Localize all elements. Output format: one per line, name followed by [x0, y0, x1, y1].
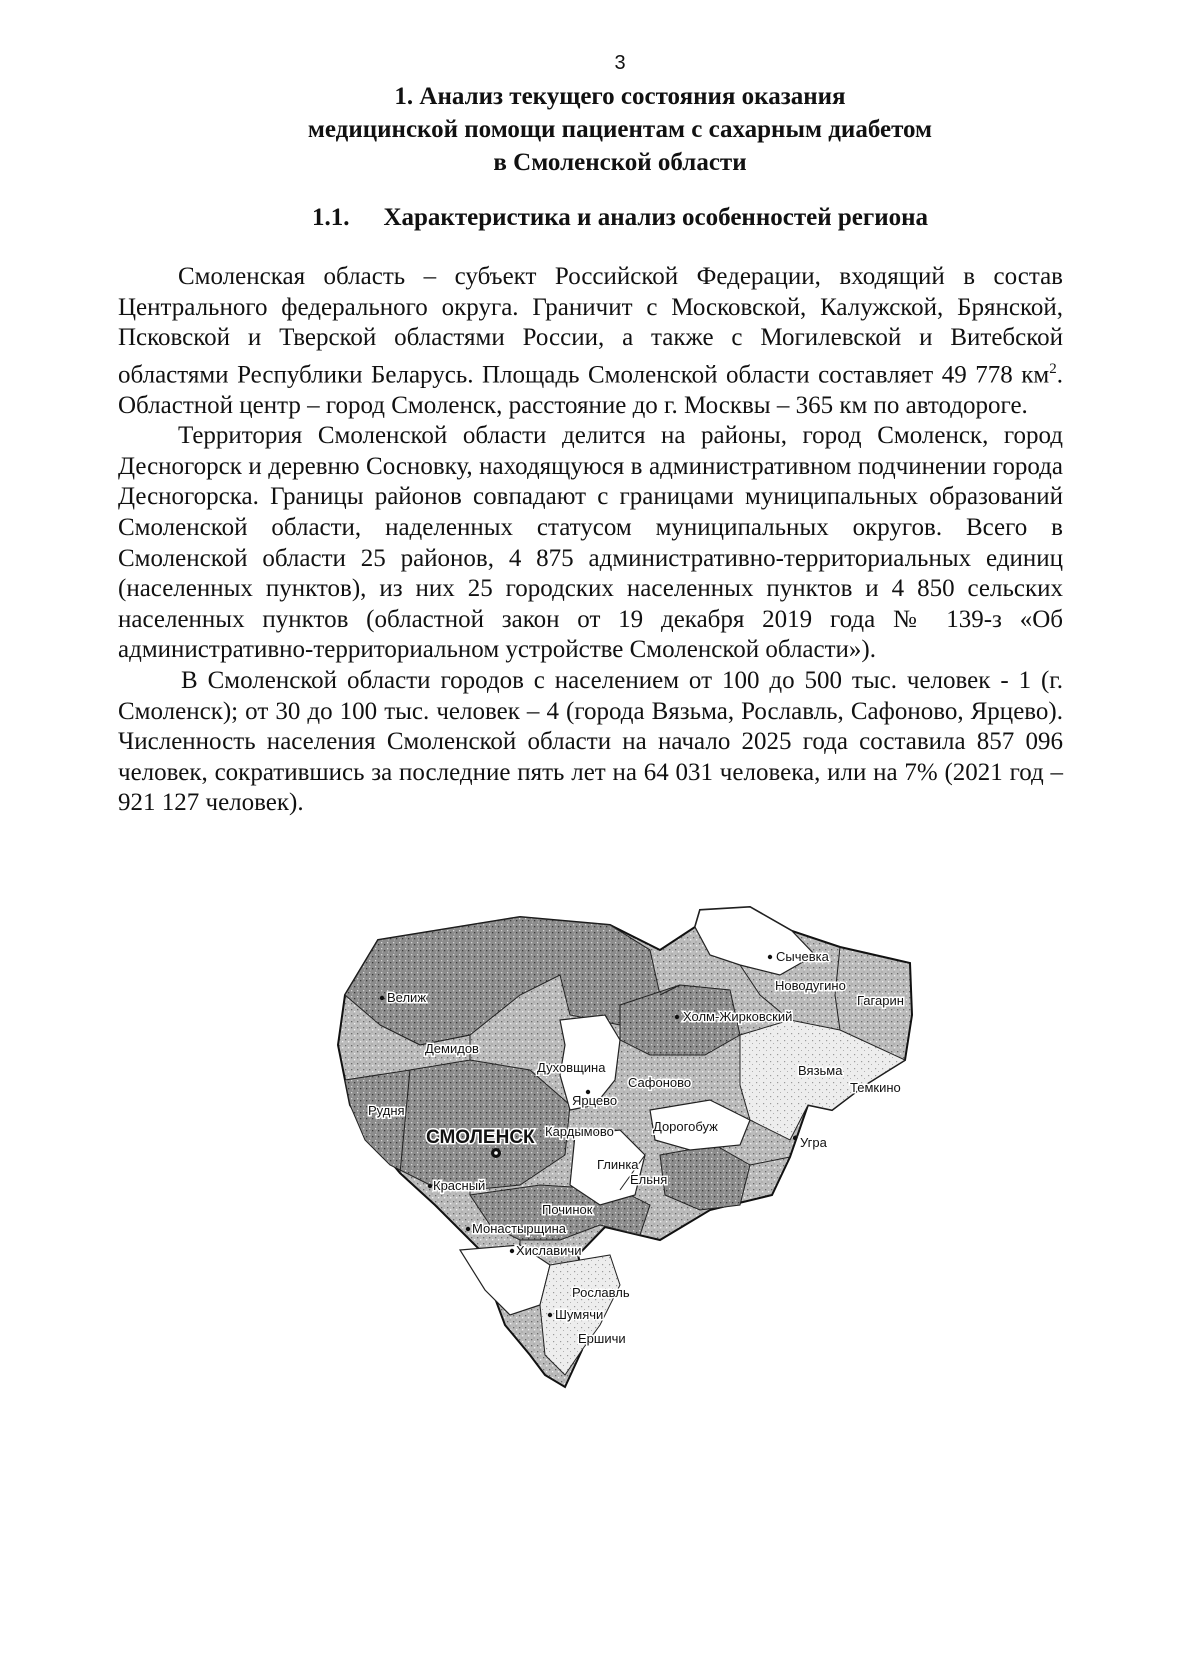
map-label-kardymovo: Кардымово — [545, 1124, 614, 1139]
map-label-monastyrshchina: Монастырщина — [472, 1221, 567, 1236]
map-label-khislavichi: Хиславичи — [516, 1243, 582, 1258]
page-number: 3 — [614, 52, 626, 74]
paragraph-3: В Смоленской области городов с населением от 100 до 500 тыс. человек - 1 (г. Смоленск); от 30 до 100 тыс. человек – 4 (города Вязьма, Рославль, Сафоново, Ярцево). Численность населения Смоленской области на начало 2025 года составила 857 096 человек, сократившись за последние пять лет на 64 031 человека, или на 7% (2021 год – 921 127 человек). — [118, 667, 1063, 817]
document-title — [0, 80, 1200, 179]
paragraph-1-text-b: . Областной центр – город Смоленск, расстояние до г. Москвы – 365 км по автодороге. — [118, 361, 1063, 419]
section-title: Характеристика и анализ особенностей региона — [383, 204, 929, 231]
body-text — [118, 262, 1063, 819]
map-label-velizh: Велиж — [387, 990, 427, 1005]
map-label-vyazma: Вязьма — [798, 1063, 843, 1078]
map-label-temkino: Темкино — [850, 1080, 901, 1095]
map-label-roslavl: Рославль — [572, 1285, 630, 1300]
map-label-sychevka: Сычевка — [776, 949, 829, 964]
map-label-capital: СМОЛЕНСК — [426, 1127, 535, 1148]
map-label-dorogobuzh: Дорогобуж — [653, 1119, 718, 1134]
map-label-elnya: Ельня — [630, 1172, 668, 1187]
map-label-dukhovshchina: Духовщина — [537, 1060, 606, 1075]
map-label-yartsevo: Ярцево — [572, 1093, 618, 1108]
map-label-ershichi: Ершичи — [578, 1331, 626, 1346]
map-label-gagarin: Гагарин — [857, 993, 904, 1008]
paragraph-1 — [118, 262, 1063, 421]
map-label-novodugino: Новодугино — [775, 978, 846, 993]
district-smolensk — [345, 1060, 570, 1190]
map-label-krasny: Красный — [433, 1178, 486, 1193]
map-label-shumyachi: Шумячи — [555, 1307, 604, 1322]
paragraph-2: Территория Смоленской области делится на районы, город Смоленск, город Десногорск и деревню Сосновку, находящуюся в административном подчинении города Десногорска. Границы районов совпадают с границами муниципальных образований Смоленской области, наделенных статусом муниципальных округов. Всего в Смоленской области 25 районов, 4 875 административно-территориальных единиц (населенных пунктов), из них 25 городских населенных пунктов и 4 850 сельских населенных пунктов (областной закон от 19 декабря 2019 года № 139-з «Об административно-территориальном устройстве Смоленской области»). — [118, 422, 1063, 664]
map-label-demidov: Демидов — [425, 1041, 479, 1056]
map-label-pochinok: Починок — [542, 1202, 593, 1217]
region-map-svg — [320, 905, 940, 1435]
title-line-3: в Смоленской области — [493, 149, 747, 176]
section-heading — [0, 204, 1200, 232]
paragraph-1-text-a: Смоленская область – субъект Российской Федерации, входящий в состав Центрального федерального округа. Граничит с Московской, Калужской, Брянской, Псковской и Тверской областями России, а также с Могилевской и Витебской областями Республики Беларусь. Площадь Смоленской области составляет 49 778 км — [118, 263, 1063, 389]
map-label-kholm: Холм-Жирковский — [683, 1009, 793, 1024]
section-number: 1.1. — [311, 204, 350, 231]
map-label-glinka: Глинка — [597, 1157, 639, 1172]
map-label-rudnya: Рудня — [368, 1103, 405, 1118]
region-map — [320, 905, 940, 1435]
area-superscript: 2 — [1049, 360, 1057, 377]
map-label-ugra: Угра — [800, 1135, 827, 1150]
map-label-safonovo: Сафоново — [628, 1075, 692, 1090]
title-line-1: 1. Анализ текущего состояния оказания — [394, 83, 846, 110]
title-line-2: медицинской помощи пациентам с сахарным диабетом — [307, 116, 933, 143]
